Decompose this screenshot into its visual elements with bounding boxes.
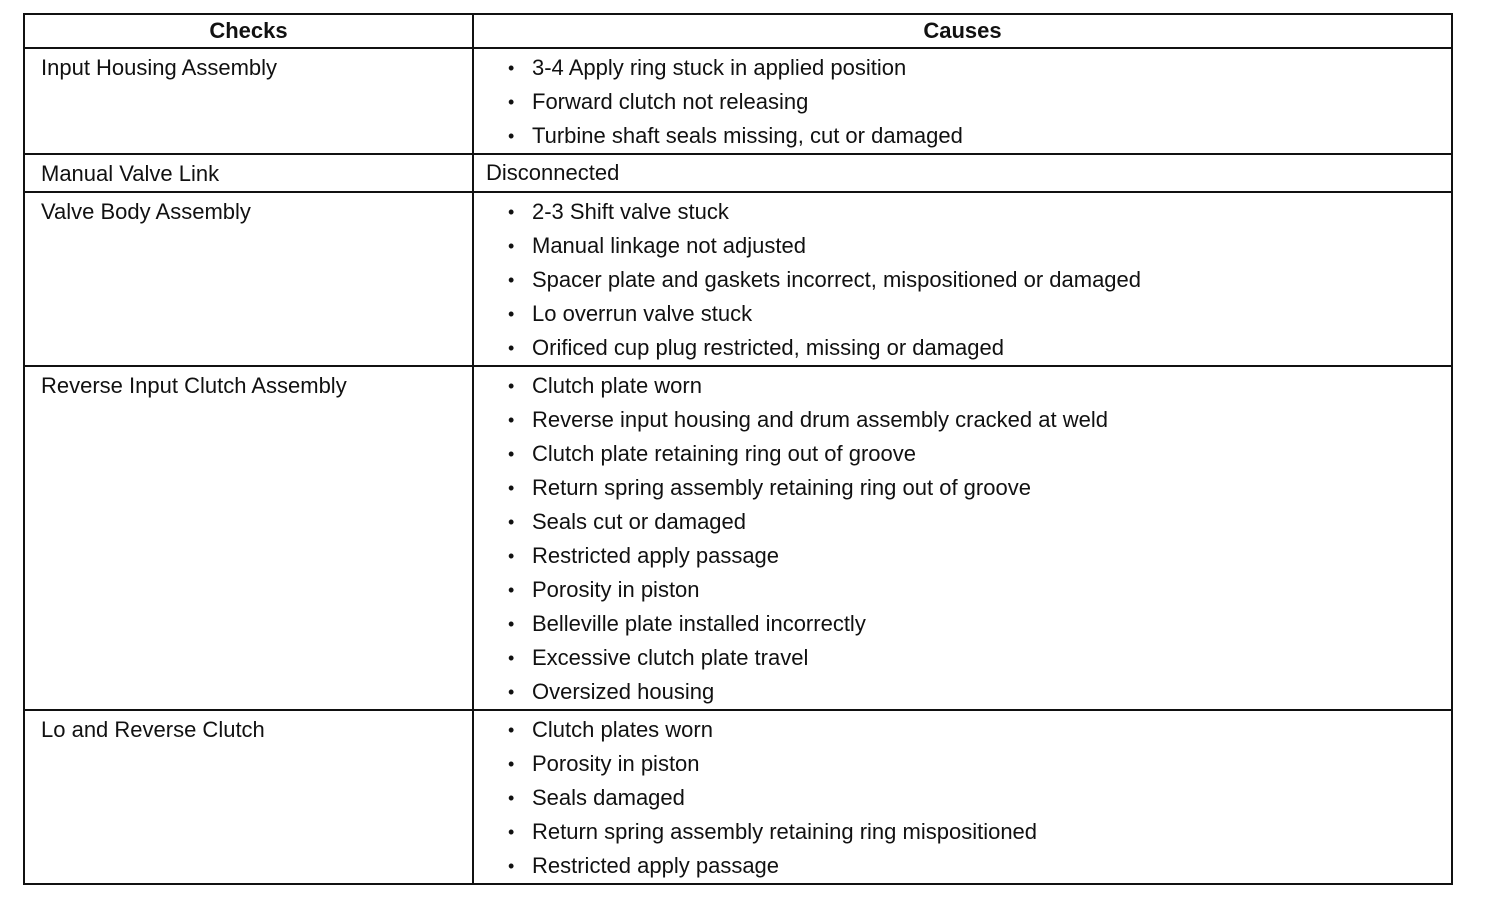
checks-column-header: Checks — [24, 14, 473, 48]
cause-text: Lo overrun valve stuck — [532, 301, 753, 326]
bullet-icon: • — [508, 444, 515, 464]
bullet-icon: • — [508, 126, 515, 146]
cause-text: 3-4 Apply ring stuck in applied position — [532, 55, 907, 80]
cause-item — [508, 747, 1451, 781]
cause-text: Porosity in piston — [532, 577, 700, 602]
check-cell: Valve Body Assembly — [24, 192, 473, 366]
cause-text: Reverse input housing and drum assembly cracked at weld — [532, 407, 1108, 432]
bullet-icon: • — [508, 614, 515, 634]
bullet-icon: • — [508, 648, 515, 668]
bullet-icon: • — [508, 304, 515, 324]
cause-item — [508, 195, 1451, 229]
cause-item — [508, 675, 1451, 709]
table-body — [24, 48, 1452, 884]
bullet-icon: • — [508, 202, 515, 222]
causes-list — [474, 369, 1451, 709]
cause-text: Seals cut or damaged — [532, 509, 747, 534]
bullet-icon: • — [508, 788, 515, 808]
bullet-icon: • — [508, 682, 515, 702]
bullet-icon: • — [508, 410, 515, 430]
cause-item — [508, 539, 1451, 573]
cause-text: Spacer plate and gaskets incorrect, mispositioned or damaged — [532, 267, 1142, 292]
causes-cell — [473, 192, 1452, 366]
check-cell: Input Housing Assembly — [24, 48, 473, 154]
cause-item — [508, 849, 1451, 883]
bullet-icon: • — [508, 376, 515, 396]
causes-cell — [473, 48, 1452, 154]
cause-item — [508, 781, 1451, 815]
causes-column-header: Causes — [473, 14, 1452, 48]
cause-text: Clutch plates worn — [532, 717, 713, 742]
cause-text: 2-3 Shift valve stuck — [532, 199, 729, 224]
check-cell: Reverse Input Clutch Assembly — [24, 366, 473, 710]
check-cell: Manual Valve Link — [24, 154, 473, 192]
cause-text: Seals damaged — [532, 785, 685, 810]
bullet-icon: • — [508, 338, 515, 358]
bullet-icon: • — [508, 754, 515, 774]
bullet-icon: • — [508, 478, 515, 498]
cause-text: Forward clutch not releasing — [532, 89, 809, 114]
cause-item — [508, 403, 1451, 437]
cause-item — [508, 641, 1451, 675]
table-row — [24, 366, 1452, 710]
cause-text: Manual linkage not adjusted — [532, 233, 806, 258]
cause-text: Return spring assembly retaining ring mispositioned — [532, 819, 1038, 844]
bullet-icon: • — [508, 546, 515, 566]
cause-item — [508, 119, 1451, 153]
causes-list — [474, 195, 1451, 365]
cause-item — [508, 815, 1451, 849]
cause-item — [508, 573, 1451, 607]
table-row — [24, 48, 1452, 154]
cause-text: Turbine shaft seals missing, cut or damaged — [532, 123, 963, 148]
cause-item — [508, 437, 1451, 471]
cause-text: Clutch plate worn — [532, 373, 702, 398]
bullet-icon: • — [508, 270, 515, 290]
table-row — [24, 154, 1452, 192]
cause-text: Restricted apply passage — [532, 853, 780, 878]
causes-list — [474, 713, 1451, 883]
cause-item — [508, 331, 1451, 365]
cause-text: Excessive clutch plate travel — [532, 645, 809, 670]
cause-item — [508, 607, 1451, 641]
table-row — [24, 710, 1452, 884]
bullet-icon: • — [508, 720, 515, 740]
causes-cell — [473, 366, 1452, 710]
bullet-icon: • — [508, 856, 515, 876]
table-header — [24, 14, 1452, 48]
causes-list — [474, 51, 1451, 153]
bullet-icon: • — [508, 92, 515, 112]
cause-item — [508, 263, 1451, 297]
bullet-icon: • — [508, 58, 515, 78]
cause-text: Restricted apply passage — [532, 543, 780, 568]
cause-text: Return spring assembly retaining ring out of groove — [532, 475, 1031, 500]
check-cell: Lo and Reverse Clutch — [24, 710, 473, 884]
bullet-icon: • — [508, 236, 515, 256]
bullet-icon: • — [508, 512, 515, 532]
cause-item — [508, 505, 1451, 539]
bullet-icon: • — [508, 580, 515, 600]
table-row — [24, 192, 1452, 366]
bullet-icon: • — [508, 822, 515, 842]
cause-text: Porosity in piston — [532, 751, 700, 776]
cause-item — [508, 713, 1451, 747]
cause-text: Oversized housing — [532, 679, 715, 704]
causes-cell — [473, 710, 1452, 884]
cause-item — [508, 85, 1451, 119]
cause-item — [508, 51, 1451, 85]
cause-text: Clutch plate retaining ring out of groove — [532, 441, 917, 466]
cause-text: Orificed cup plug restricted, missing or damaged — [532, 335, 1004, 360]
cause-item — [508, 229, 1451, 263]
cause-item — [508, 297, 1451, 331]
cause-text: Belleville plate installed incorrectly — [532, 611, 866, 636]
causes-cell: Disconnected — [473, 154, 1452, 192]
header-row — [24, 14, 1452, 48]
cause-item — [508, 369, 1451, 403]
cause-item — [508, 471, 1451, 505]
diagnosis-table — [23, 13, 1453, 885]
